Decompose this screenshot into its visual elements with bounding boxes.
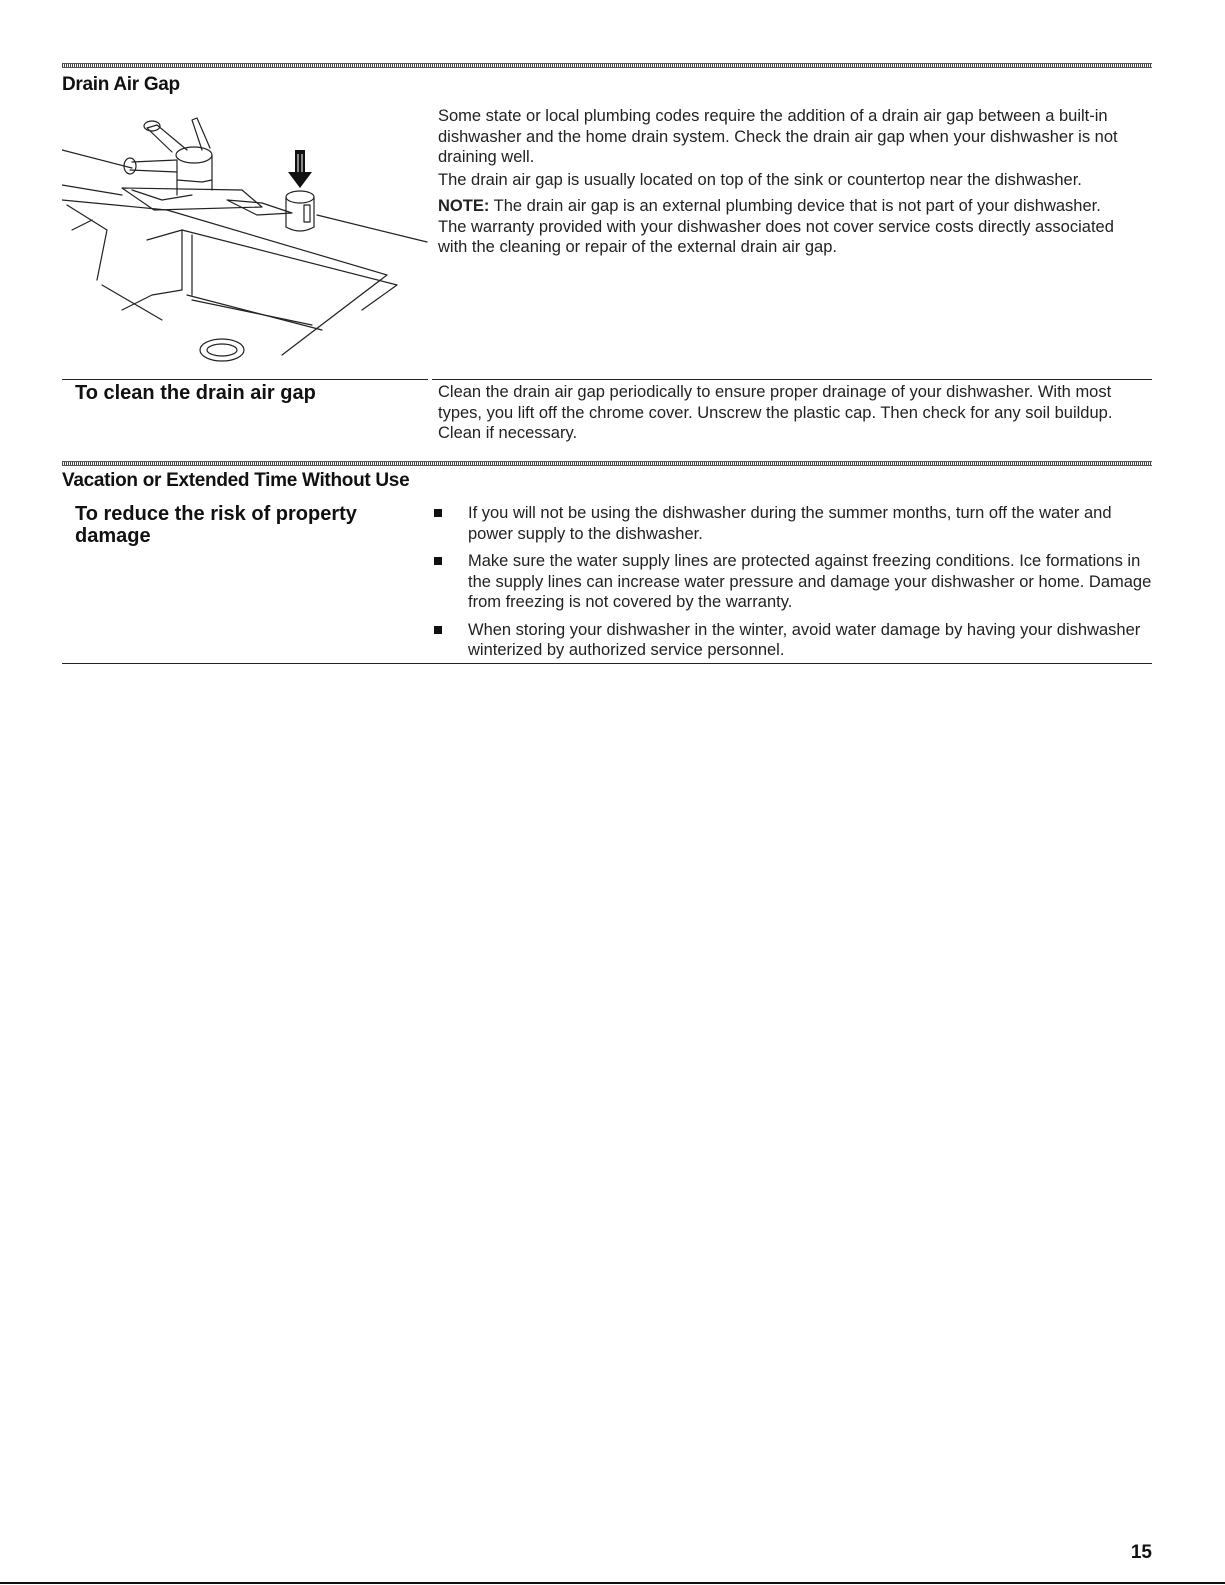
section-title-vacation: Vacation or Extended Time Without Use — [62, 470, 410, 491]
bullet-square-icon — [434, 626, 442, 634]
note-label: NOTE: — [438, 197, 490, 215]
bullet-square-icon — [434, 509, 442, 517]
sink-faucet-drain-air-gap-illustration — [62, 110, 432, 375]
subsection-title-clean-drain-air-gap: To clean the drain air gap — [75, 382, 316, 404]
section-title-drain-air-gap: Drain Air Gap — [62, 74, 180, 95]
list-item: If you will not be using the dishwasher during the summer months, turn off the water and power supply to the dishwasher. — [432, 503, 1152, 544]
drain-air-gap-paragraph-2: The drain air gap is usually located on top of the sink or countertop near the dishwasher. — [438, 171, 1082, 189]
subsection-rule-left — [62, 379, 428, 380]
section-divider-vacation — [62, 461, 1152, 466]
note-text: The drain air gap is an external plumbing device that is not part of your dishwasher. The warranty provided with your dishwasher does not cover service costs directly associated with the cleaning or repair of the external drain air gap. — [438, 197, 1114, 256]
subsection-title-property-damage: To reduce the risk of property damage — [75, 503, 357, 547]
subsection-rule-right — [432, 379, 1152, 380]
drain-air-gap-note — [438, 196, 1128, 258]
drain-air-gap-paragraph-1: Some state or local plumbing codes require the addition of a drain air gap between a built-in dishwasher and the home drain system. Check the drain air gap when your dishwasher is not draining well. — [438, 107, 1118, 166]
page-bottom-rule — [0, 1582, 1225, 1584]
list-item: When storing your dishwasher in the winter, avoid water damage by having your dishwasher winterized by authorized service personnel. — [432, 620, 1152, 661]
bullet-square-icon — [434, 557, 442, 565]
list-item: Make sure the water supply lines are protected against freezing conditions. Ice formations in the supply lines can increase water pressure and damage your dishwasher or home. Damage from freezing is not covered by the warranty. — [432, 551, 1152, 613]
page-number: 15 — [1130, 1542, 1152, 1563]
section-end-rule — [62, 663, 1152, 664]
vacation-bullet-list — [432, 503, 1152, 668]
section-divider-top — [62, 63, 1152, 68]
clean-drain-air-gap-text: Clean the drain air gap periodically to ensure proper drainage of your dishwasher. With most types, you lift off the chrome cover. Unscrew the plastic cap. Then check for any soil buildup. Clean if necessary. — [438, 383, 1113, 442]
